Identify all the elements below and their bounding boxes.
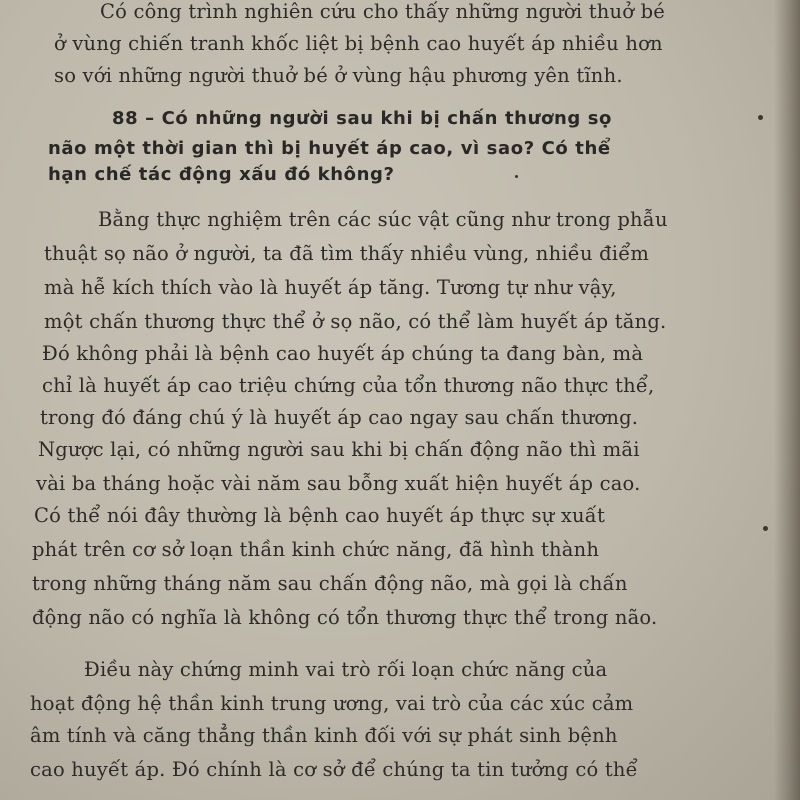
text-line: Đó không phải là bệnh cao huyết áp chúng ta đang bàn, mà [42, 342, 644, 365]
text-line: vài ba tháng hoặc vài năm sau bỗng xuất hiện huyết áp cao. [36, 472, 641, 495]
text-line: Có thể nói đây thường là bệnh cao huyết áp thực sự xuất [34, 504, 605, 527]
text-line: trong đó đáng chú ý là huyết áp cao ngay sau chấn thương. [40, 406, 639, 429]
question-heading-line: 88 – Có những người sau khi bị chấn thương sọ [112, 108, 612, 129]
text-line: ở vùng chiến tranh khốc liệt bị bệnh cao huyết áp nhiều hơn [54, 32, 663, 55]
text-line: động não có nghĩa là không có tổn thương thực thể trong não. [32, 606, 658, 629]
text-line: hoạt động hệ thần kinh trung ương, vai trò của các xúc cảm [30, 692, 634, 715]
text-line: Điều này chứng minh vai trò rối loạn chức năng của [84, 658, 608, 681]
text-line: một chấn thương thực thể ở sọ não, có thể làm huyết áp tăng. [44, 310, 667, 333]
question-heading-line: não một thời gian thì bị huyết áp cao, vì sao? Có thể [48, 138, 611, 159]
text-line: chỉ là huyết áp cao triệu chứng của tổn thương não thực thể, [42, 374, 655, 397]
text-line: âm tính và căng thẳng thần kinh đối với sự phát sinh bệnh [30, 724, 618, 747]
ink-speck [515, 175, 518, 178]
question-heading-line: hạn chế tác động xấu đó không? [48, 164, 395, 185]
text-line: Có công trình nghiên cứu cho thấy những người thuở bé [100, 0, 666, 23]
text-line: trong những tháng năm sau chấn động não, mà gọi là chấn [32, 572, 628, 595]
text-line: cao huyết áp. Đó chính là cơ sở để chúng ta tin tưởng có thể [30, 758, 638, 781]
ink-speck [763, 526, 768, 531]
text-line: Ngược lại, có những người sau khi bị chấn động não thì mãi [38, 438, 640, 461]
text-line: mà hễ kích thích vào là huyết áp tăng. Tương tự như vậy, [44, 276, 617, 299]
text-line: Bằng thực nghiệm trên các súc vật cũng như trong phẫu [98, 208, 668, 231]
page-edge-shadow [774, 0, 800, 800]
text-line: phát trên cơ sở loạn thần kinh chức năng, đã hình thành [32, 538, 600, 561]
text-line: thuật sọ não ở người, ta đã tìm thấy nhiều vùng, nhiều điểm [44, 242, 650, 265]
text-line: so với những người thuở bé ở vùng hậu phương yên tĩnh. [54, 64, 623, 87]
ink-speck [758, 115, 763, 120]
